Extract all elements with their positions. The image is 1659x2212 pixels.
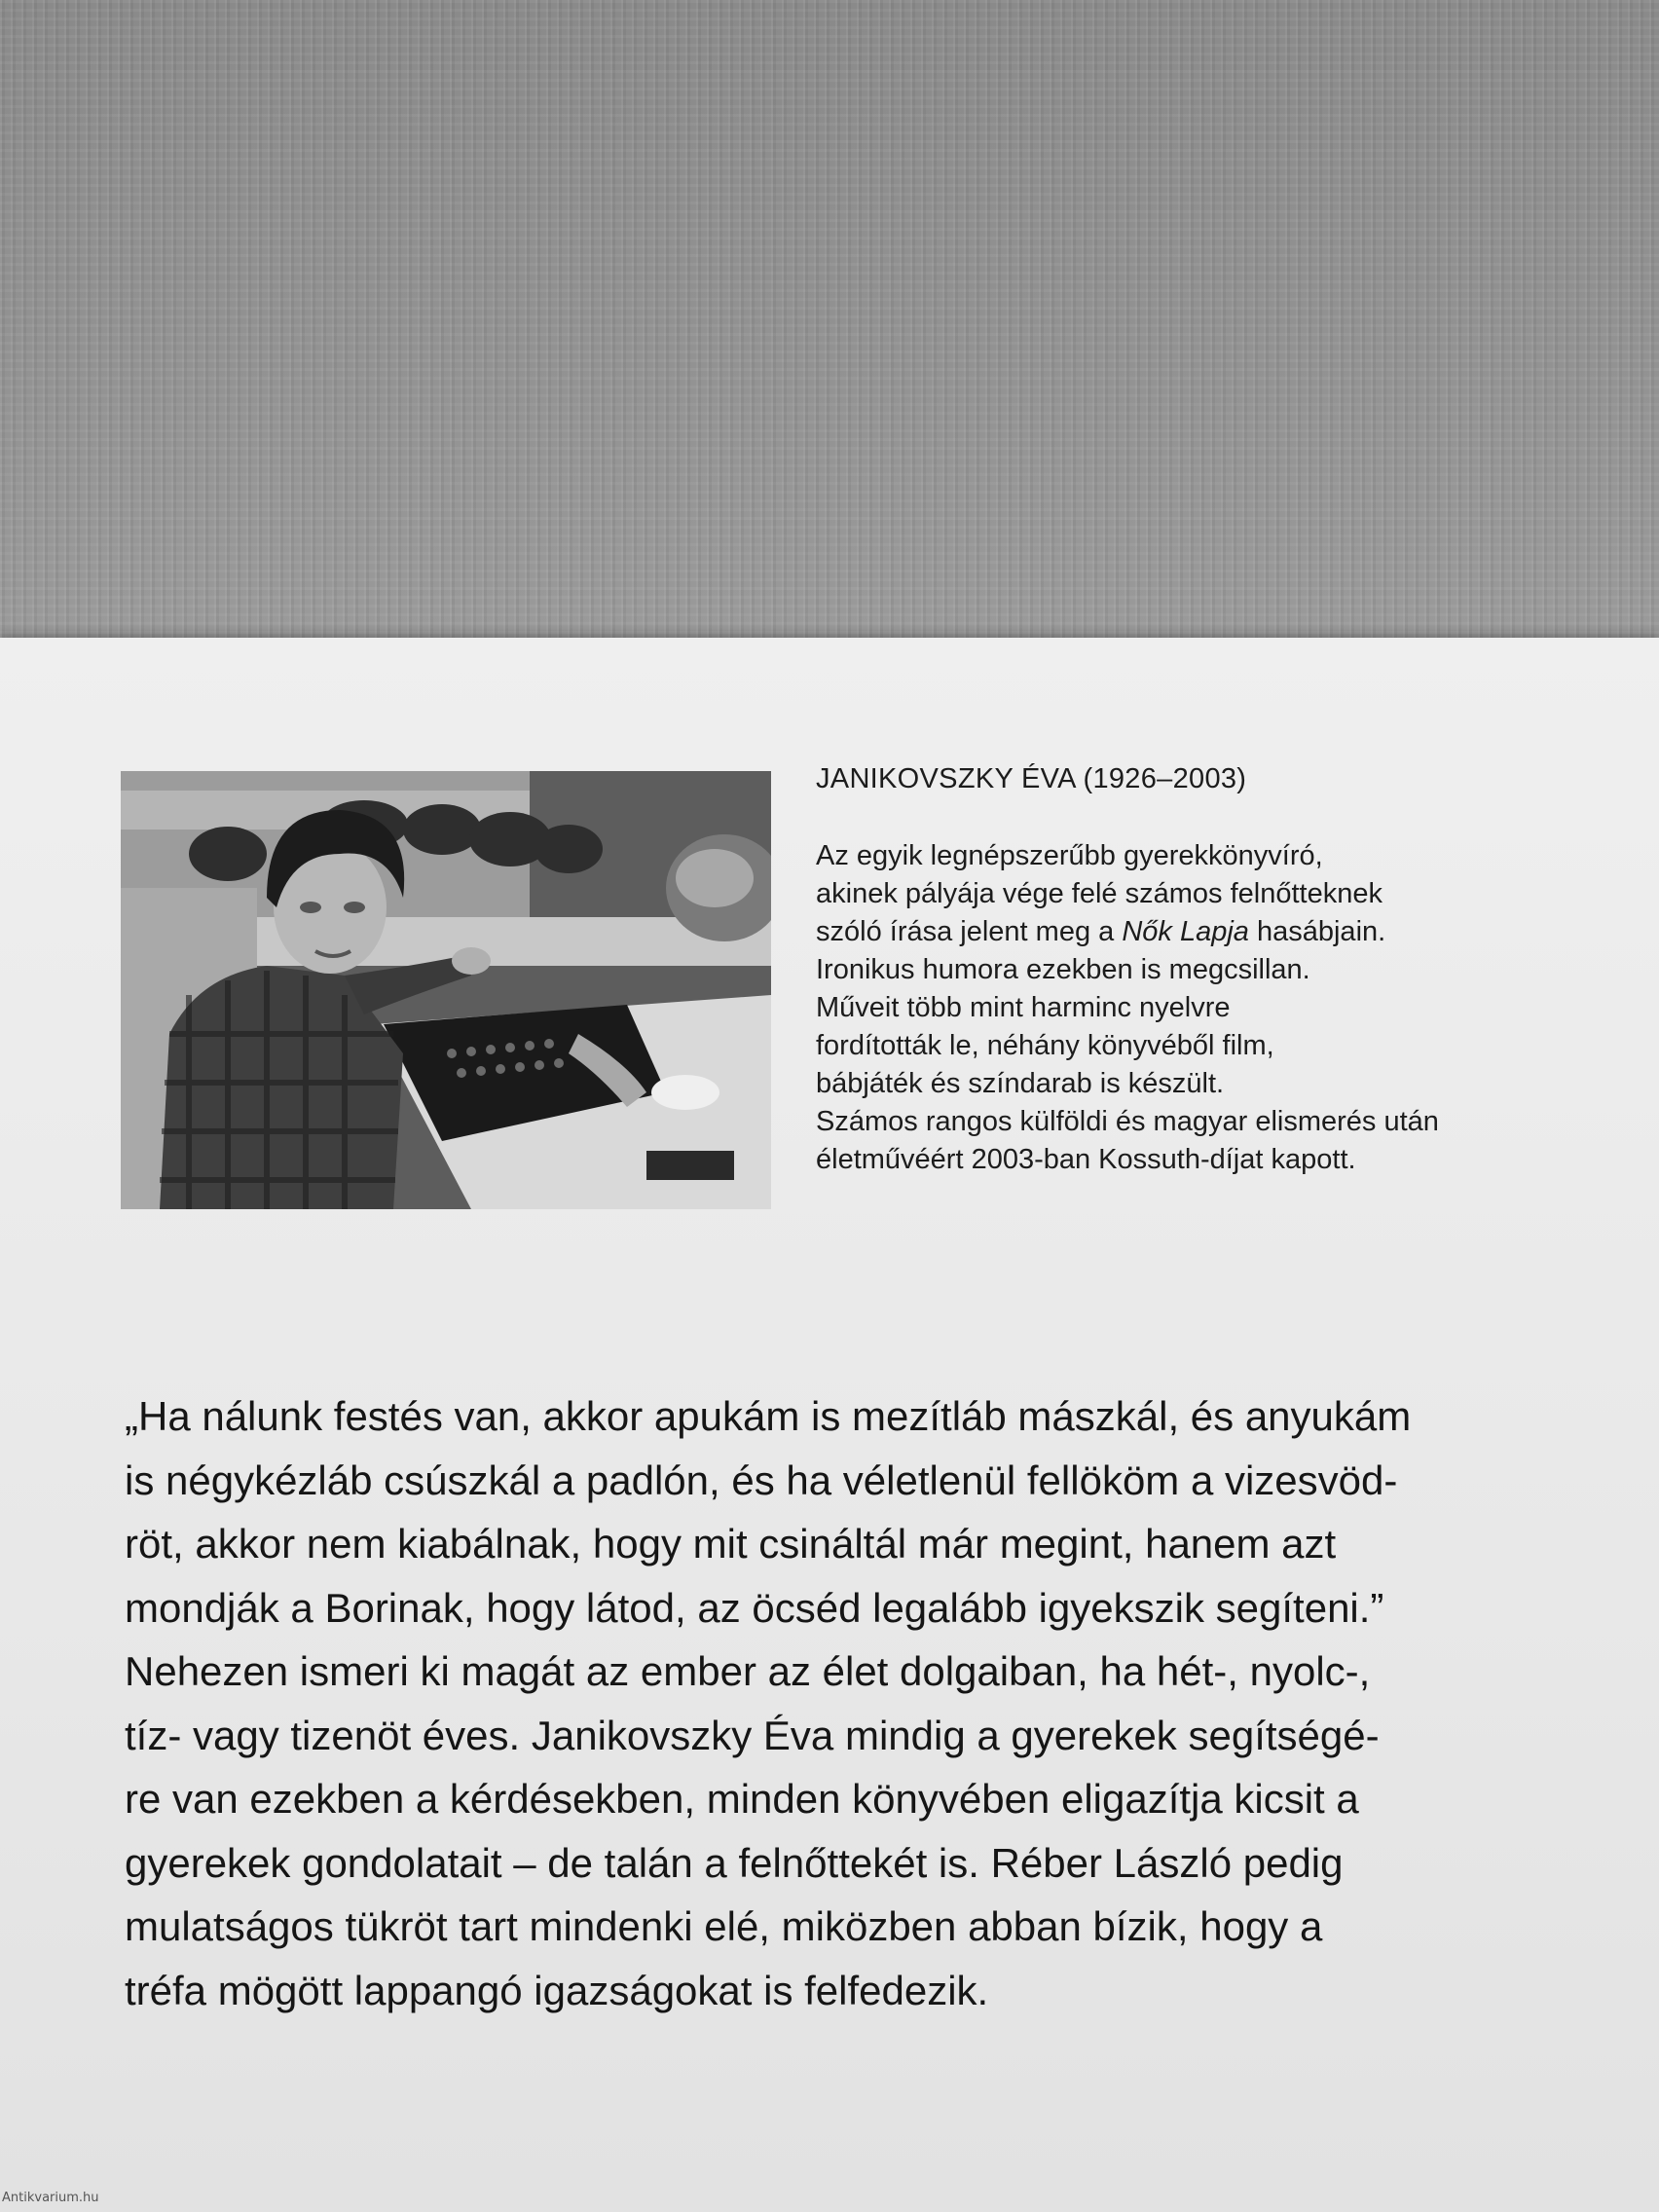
blurb-line: röt, akkor nem kiabálnak, hogy mit csináltál már megint, hanem azt	[125, 1521, 1337, 1567]
blurb-line: tréfa mögött lappangó igazságokat is felfedezik.	[125, 1967, 989, 2013]
bio-line: Műveit több mint harminc nyelvre	[816, 992, 1231, 1023]
blurb-line: re van ezekben a kérdésekben, minden könyvében eligazítja kicsit a	[125, 1776, 1359, 1822]
bio-line	[816, 913, 1614, 951]
bio-line: bábjáték és színdarab is készült.	[816, 1068, 1225, 1099]
blurb-line: mulatságos tükröt tart mindenki elé, miközben abban bízik, hogy a	[125, 1903, 1323, 1949]
blurb-line: gyerekek gondolatait – de talán a felnőttekét is. Réber László pedig	[125, 1839, 1344, 1886]
magazine-title: Nők Lapja	[1122, 916, 1249, 947]
blurb-line: tíz- vagy tizenöt éves. Janikovszky Éva mindig a gyerekek segítségé-	[125, 1712, 1380, 1758]
author-bio	[816, 837, 1614, 1179]
bio-line: akinek pályája vége felé számos felnőtteknek	[816, 878, 1382, 909]
blurb-line: is négykézláb csúszkál a padlón, és ha véletlenül fellököm a vizesvöd-	[125, 1456, 1398, 1503]
bio-line: fordították le, néhány könyvéből film,	[816, 1030, 1274, 1061]
bio-line-post: hasábjain.	[1248, 916, 1386, 947]
author-photo	[121, 771, 771, 1209]
blurb-line: „Ha nálunk festés van, akkor apukám is mezítláb mászkál, és anyukám	[125, 1393, 1412, 1439]
bio-line: Számos rangos külföldi és magyar elismerés után	[816, 1106, 1439, 1137]
book-blurb	[125, 1384, 1566, 2022]
watermark: Antikvarium.hu	[2, 2191, 99, 2205]
bio-line: Az egyik legnépszerűbb gyerekkönyvíró,	[816, 840, 1323, 871]
bio-line-pre: szóló írása jelent meg a	[816, 916, 1123, 947]
blurb-line: mondják a Borinak, hogy látod, az öcséd legalább igyekszik segíteni.”	[125, 1584, 1384, 1631]
author-heading: JANIKOVSZKY ÉVA (1926–2003)	[816, 763, 1247, 794]
bio-line: Ironikus humora ezekben is megcsillan.	[816, 954, 1310, 985]
background-surface	[0, 0, 1659, 643]
bio-line: életművéért 2003-ban Kossuth-díjat kapott.	[816, 1144, 1356, 1175]
blurb-line: Nehezen ismeri ki magát az ember az élet dolgaiban, ha hét-, nyolc-,	[125, 1648, 1371, 1694]
